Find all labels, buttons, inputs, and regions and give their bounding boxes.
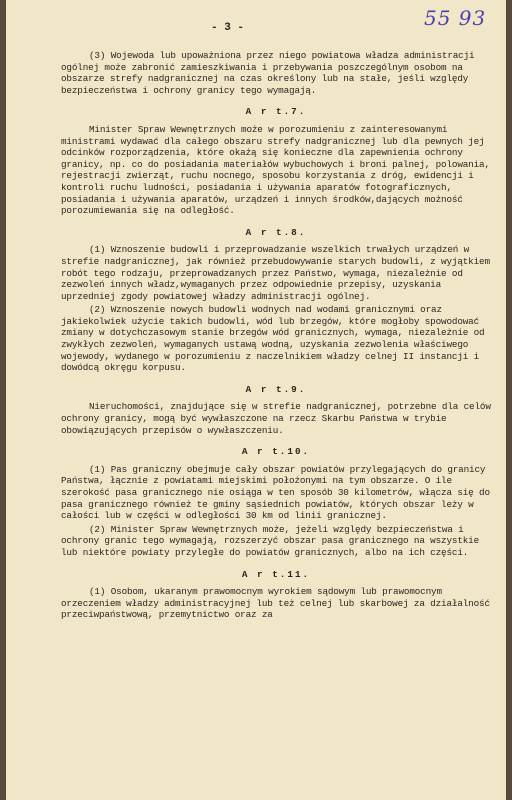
document-page — [6, 0, 506, 800]
page-number: - 3 - — [211, 22, 245, 34]
body-paragraph: Minister Spraw Wewnętrznych może w porozumieniu z zainteresowanymi ministrami wydawać dla całego obszaru strefy nadgranicznej lub dla pewnych jej odcinków rozporządzenia, które okażą się konieczne dla zapewnienia ochrony granicy, np. co do posiadania materiałów wybuchowych i broni palnej, polowania, rejestracji zwierząt, ruchu nocnego, sposobu korzystania z dróg, ewidencji i kontroli ruchu ludności, posiadania i używania aparatów fotograficznych, posiadania i używania aparatów, urządzeń i innych środków,dających możność porozumiewania się na odległość. — [61, 123, 490, 217]
body-paragraph: (2) Minister Spraw Wewnętrznych może, jeżeli względy bezpieczeństwa i ochrony granic tego wymagają, rozszerzyć obszar pasa granicznego na wszystkie lub niektóre powiaty przyległe do powiatów granicznych, albo na ich części. — [61, 523, 480, 558]
article-heading: A r t.7. — [245, 106, 307, 118]
body-paragraph: (3) Wojewoda lub upoważniona przez niego powiatowa władza administracji ogólnej może zabronić zamieszkiwania i przebywania poszczególnym osobom na obszarze strefy nadgranicznej na czas określony lub na stałe, jeśli względy bezpieczeństwa i ochrony granicy tego wymagają. — [61, 50, 475, 96]
article-heading: A r t.9. — [245, 383, 307, 395]
article-heading: A r t.10. — [241, 446, 311, 458]
body-paragraph: (1) Osobom, ukaranym prawomocnym wyrokiem sądowym lub prawomocnym orzeczeniem władzy administracyjnej lub też celnej lub skarbowej za działalność przeciwpaństwową, przemytnictwo oraz za — [61, 586, 490, 621]
body-paragraph: (2) Wznoszenie nowych budowli wodnych nad wodami granicznymi oraz jakiekolwiek użycie takich budowli, wód lub brzegów, które mogłoby spowodować zmiany w dotychczasowym stanie brzegów wód granicznych, wymaga, niezależnie od zwykłych zezwoleń, wymaganych ustawą wodną, uzyskania zezwolenia właściwego wojewody, wydanego w porozumieniu z naczelnikiem władzy celnej II instancji i dowódcą okręgu korpusu. — [61, 304, 485, 374]
handwritten-page-mark: 55 93 — [424, 6, 487, 30]
document-body — [61, 50, 491, 623]
body-paragraph: (1) Wznoszenie budowli i przeprowadzanie wszelkich trwałych urządzeń w strefie nadgranicznej, jak również przebudowywanie starych budowli, z wyjątkiem robót tego rodzaju, przeprowadzanych przez Państwo, wymaga, niezależnie od zezwoleń innych władz,wymaganych przez odpowiednie przepisy, uzyskania uprzedniej zgody powiatowej władzy administracji ogólnej. — [61, 244, 490, 302]
article-heading: A r t.8. — [245, 226, 307, 238]
body-paragraph: Nieruchomości, znajdujące się w strefie nadgranicznej, potrzebne dla celów ochrony granicy, mogą być wywłaszczone na rzecz Skarbu Państwa w trybie obowiązujących przepisów o wywłaszczeniu. — [61, 401, 491, 436]
article-heading: A r t.11. — [241, 568, 311, 580]
body-paragraph: (1) Pas graniczny obejmuje cały obszar powiatów przylegających do granicy Państwa, łącznie z powiatami miejskimi położonymi na tym obszarze. O ile szerokość pasa granicznego nie osiąga w ten sposób 30 kilometrów, włącza się do pasa granicznego również te gminy sąsiednich powiatów, których obszar leży w całości lub w części w odległości 30 km od linii granicznej. — [61, 463, 490, 522]
